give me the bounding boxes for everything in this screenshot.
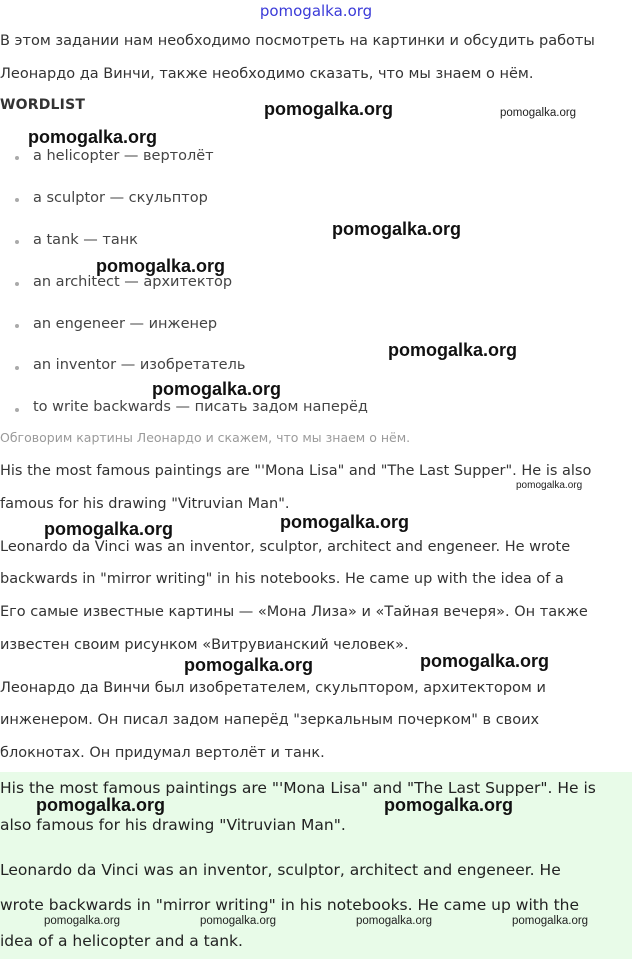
watermark: pomogalka.org bbox=[384, 795, 514, 815]
list-item: a tank — танк bbox=[33, 232, 138, 248]
bullet-icon bbox=[15, 366, 19, 370]
russian-line: известен своим рисунком «Витрувианский человек». bbox=[0, 637, 409, 653]
bullet-icon bbox=[15, 324, 19, 328]
intro-line-1: В этом задании нам необходимо посмотреть на картинки и обсудить работы bbox=[0, 33, 595, 49]
answer-line: idea of a helicopter and a tank. bbox=[0, 932, 243, 950]
bullet-icon bbox=[15, 282, 19, 286]
discussion-note: Обговорим картины Леонардо и скажем, что мы знаем о нём. bbox=[0, 430, 411, 445]
russian-line: Его самые известные картины — «Мона Лиза» и «Тайная вечеря». Он также bbox=[0, 604, 588, 620]
watermark: pomogalka.org bbox=[388, 340, 518, 360]
russian-line: инженером. Он писал задом наперёд "зеркальным почерком" в своих bbox=[0, 712, 540, 728]
watermark: pomogalka.org bbox=[516, 480, 583, 491]
english-line: backwards in "mirror writing" in his notebooks. He came up with the idea of a bbox=[0, 571, 564, 587]
watermark: pomogalka.org bbox=[280, 512, 410, 532]
watermark: pomogalka.org bbox=[36, 795, 166, 815]
watermark: pomogalka.org bbox=[264, 99, 394, 119]
watermark: pomogalka.org bbox=[152, 379, 282, 399]
intro-line-2: Леонардо да Винчи, также необходимо сказать, что мы знаем о нём. bbox=[0, 66, 534, 82]
answer-line: Leonardo da Vinci was an inventor, sculptor, architect and engeneer. He bbox=[0, 861, 561, 879]
watermark: pomogalka.org bbox=[512, 915, 589, 927]
watermark: pomogalka.org bbox=[356, 915, 433, 927]
list-item: a sculptor — скульптор bbox=[33, 190, 208, 206]
watermark: pomogalka.org bbox=[200, 915, 277, 927]
watermark: pomogalka.org bbox=[420, 651, 550, 671]
list-item: a helicopter — вертолёт bbox=[33, 148, 214, 164]
list-item: to write backwards — писать задом наперёд bbox=[33, 399, 368, 415]
english-line: famous for his drawing "Vitruvian Man". bbox=[0, 496, 290, 512]
bullet-icon bbox=[15, 198, 19, 202]
watermark: pomogalka.org bbox=[44, 519, 174, 539]
answer-line: also famous for his drawing "Vitruvian Man". bbox=[0, 816, 346, 834]
bullet-icon bbox=[15, 408, 19, 412]
watermark: pomogalka.org bbox=[184, 655, 314, 675]
watermark: pomogalka.org bbox=[332, 219, 462, 239]
site-title[interactable]: pomogalka.org bbox=[259, 2, 373, 20]
russian-line: Леонардо да Винчи был изобретателем, скульптором, архитектором и bbox=[0, 680, 546, 696]
bullet-icon bbox=[15, 156, 19, 160]
watermark: pomogalka.org bbox=[500, 107, 577, 119]
watermark: pomogalka.org bbox=[28, 127, 158, 147]
english-line: His the most famous paintings are "'Mona Lisa" and "The Last Supper". He is also bbox=[0, 463, 592, 479]
watermark: pomogalka.org bbox=[96, 256, 226, 276]
russian-line: блокнотах. Он придумал вертолёт и танк. bbox=[0, 745, 325, 761]
bullet-icon bbox=[15, 240, 19, 244]
answer-line: His the most famous paintings are "'Mona Lisa" and "The Last Supper". He is bbox=[0, 779, 596, 797]
list-item: an inventor — изобретатель bbox=[33, 357, 246, 373]
answer-line: wrote backwards in "mirror writing" in his notebooks. He came up with the bbox=[0, 896, 580, 914]
list-item: an engeneer — инженер bbox=[33, 316, 218, 332]
english-line: Leonardo da Vinci was an inventor, sculptor, architect and engeneer. He wrote bbox=[0, 539, 571, 555]
wordlist-heading: WORDLIST bbox=[0, 97, 86, 113]
list-item: an architect — архитектор bbox=[33, 274, 233, 290]
watermark: pomogalka.org bbox=[44, 915, 121, 927]
